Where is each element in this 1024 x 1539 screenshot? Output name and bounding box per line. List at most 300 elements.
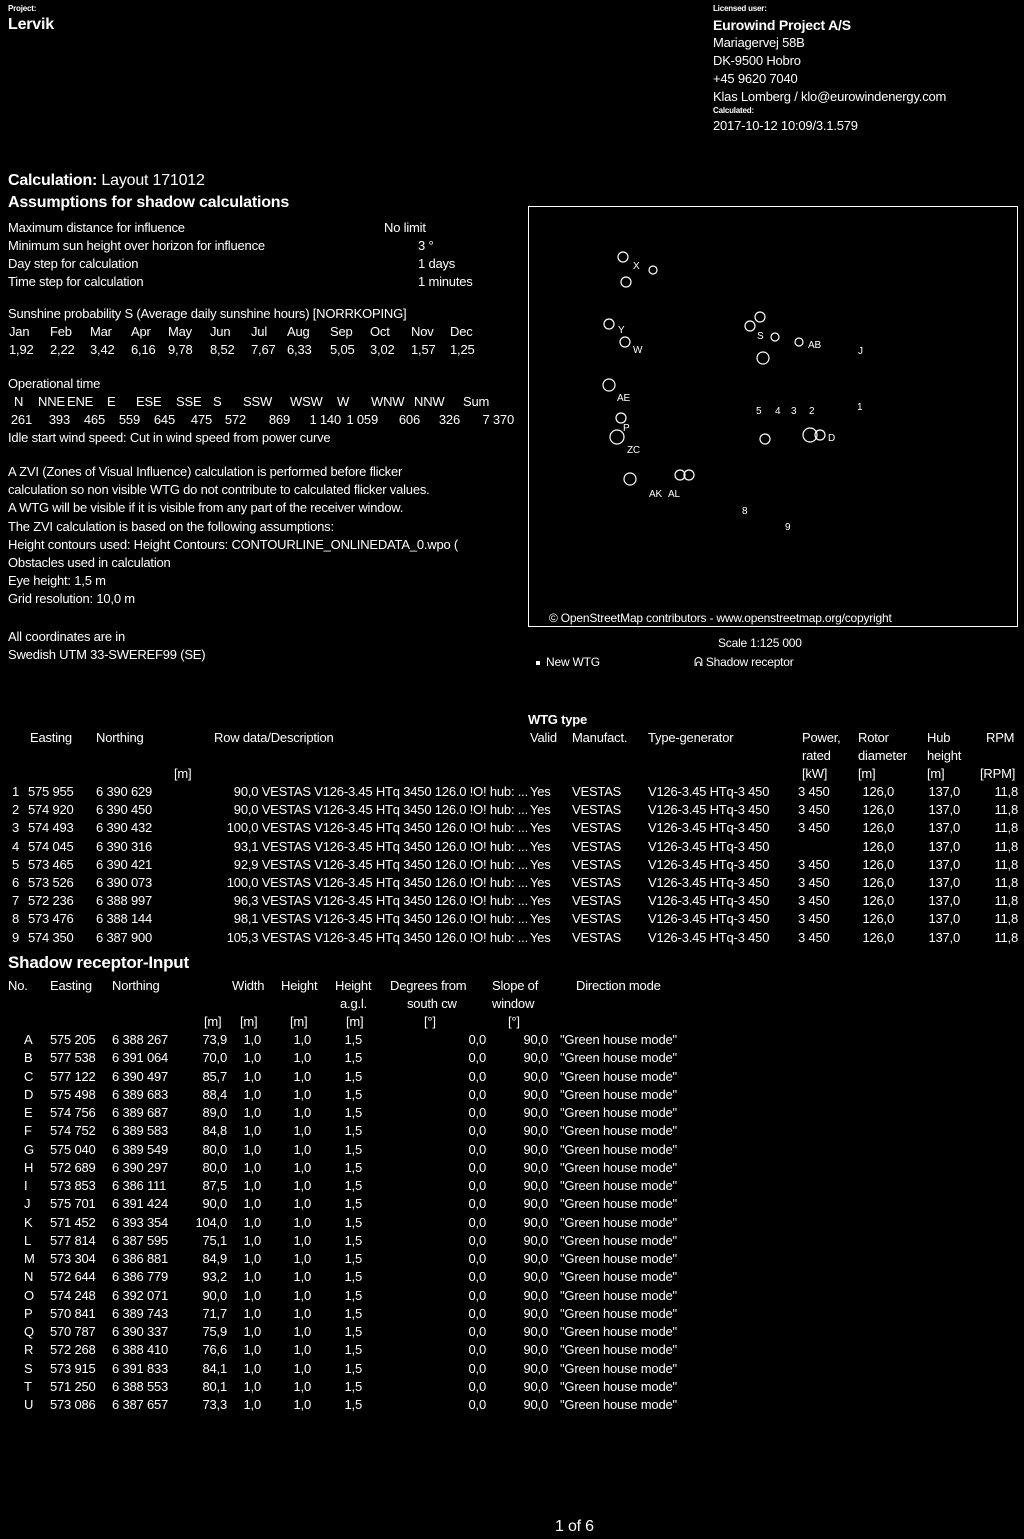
operational-value: 869 — [268, 412, 290, 427]
col-manufact: Manufact. — [572, 730, 628, 745]
receptor-width: 1,0 — [243, 1324, 261, 1339]
direction-header: NNE — [38, 394, 65, 409]
receptor-width: 1,0 — [243, 1086, 261, 1102]
assumptions-title: Assumptions for shadow calculations — [8, 194, 290, 211]
receptor-height-agl: 1,5 — [344, 1397, 362, 1412]
receptor-id: D — [24, 1086, 34, 1102]
receptor-height: 1,0 — [293, 1196, 311, 1212]
receptor-easting: 570 787 — [50, 1324, 96, 1339]
receptor-northing: 6 389 583 — [112, 1123, 169, 1139]
assumption-value: No limit — [384, 220, 426, 235]
wtg-description: 92,9 VESTAS V126-3.45 HTq 3450 126.0 !O! hub: ... — [233, 856, 528, 872]
idle-text: Idle start wind speed: Cut in wind speed from power curve — [8, 430, 331, 445]
wtg-easting: 573 476 — [28, 911, 74, 927]
project-name: Lervik — [8, 16, 54, 33]
receptor-height-agl: 1,5 — [344, 1324, 362, 1339]
assumption-label: Maximum distance for influence — [8, 220, 185, 235]
receptor-northing: 6 388 553 — [112, 1378, 169, 1394]
direction-header: WNW — [371, 394, 405, 409]
sunshine-value: 1,25 — [450, 342, 475, 357]
receptor-z: 73,9 — [202, 1032, 227, 1047]
receptor-slope: 90,0 — [523, 1360, 548, 1376]
col-hub: Hub — [927, 730, 951, 745]
map-label: 4 — [775, 406, 781, 417]
wtg-legend-icon — [536, 661, 540, 665]
contact: Klas Lomberg / klo@eurowindenergy.com — [713, 89, 947, 104]
wtg-hub: 137,0 — [928, 893, 960, 909]
project-label: Project: — [8, 4, 37, 13]
receptor-legend-icon: ᕱ — [694, 655, 703, 669]
receptor-height: 1,0 — [293, 1032, 311, 1047]
receptor-width: 1,0 — [243, 1397, 261, 1412]
col-height: Height — [281, 978, 318, 993]
receptor-z: 90,0 — [202, 1287, 227, 1303]
receptor-slope: 90,0 — [523, 1196, 548, 1212]
wtg-power: 3 450 — [798, 802, 830, 818]
zvi-line: calculation so non visible WTG do not contribute to calculated flicker values. — [8, 482, 430, 498]
col-row-desc: Row data/Description — [214, 730, 334, 745]
phone: +45 9620 7040 — [713, 71, 798, 86]
receptor-easting: 575 701 — [50, 1196, 96, 1212]
receptor-direction-mode: "Green house mode" — [560, 1360, 677, 1376]
col-rotor-2: diameter — [858, 748, 907, 763]
operational-value: 1 140 — [309, 412, 341, 427]
receptor-northing: 6 392 071 — [112, 1287, 169, 1303]
receptor-id: A — [24, 1032, 33, 1047]
wtg-power: 3 450 — [798, 875, 830, 890]
receptor-easting: 573 853 — [50, 1178, 96, 1193]
receptor-height: 1,0 — [293, 1050, 311, 1066]
receptor-z: 80,0 — [202, 1141, 227, 1157]
address-line-1: Mariagervej 58B — [713, 35, 805, 50]
receptor-height-agl: 1,5 — [344, 1068, 362, 1084]
col-valid: Valid — [530, 730, 557, 745]
receptor-easting: 570 841 — [50, 1305, 96, 1321]
receptor-id: L — [24, 1232, 32, 1248]
sunshine-value: 2,22 — [50, 342, 75, 357]
unit-w: [m] — [240, 1014, 258, 1029]
address-line-2: DK-9500 Hobro — [713, 53, 801, 68]
receptor-z: 80,1 — [202, 1378, 227, 1394]
receptor-height: 1,0 — [293, 1360, 311, 1376]
receptor-width: 1,0 — [243, 1251, 261, 1266]
wtg-easting: 574 045 — [28, 838, 74, 854]
receptor-width: 1,0 — [243, 1123, 261, 1139]
wtg-northing: 6 390 073 — [96, 875, 153, 890]
month-header: Aug — [287, 324, 310, 339]
wtg-type-header: WTG type — [528, 712, 588, 727]
receptor-easting: 571 452 — [50, 1214, 96, 1230]
receptor-easting: 574 752 — [50, 1123, 96, 1139]
wtg-rpm: 11,8 — [994, 893, 1018, 909]
receptor-height: 1,0 — [293, 1068, 311, 1084]
receptor-slope: 90,0 — [523, 1287, 548, 1303]
receptor-height: 1,0 — [293, 1123, 311, 1139]
receptor-id: N — [24, 1269, 34, 1285]
month-header: Oct — [370, 324, 390, 339]
receptor-height: 1,0 — [293, 1269, 311, 1285]
receptor-northing: 6 390 297 — [112, 1159, 169, 1175]
receptor-height: 1,0 — [293, 1141, 311, 1157]
receptor-height-agl: 1,5 — [344, 1305, 362, 1321]
wtg-northing: 6 387 900 — [96, 929, 153, 945]
receptor-width: 1,0 — [243, 1305, 261, 1321]
map-labels — [617, 261, 863, 533]
wtg-description: 90,0 VESTAS V126-3.45 HTq 3450 126.0 !O! hub: ... — [233, 802, 528, 818]
receptor-id: H — [24, 1159, 34, 1175]
receptor-direction-mode: "Green house mode" — [560, 1232, 677, 1248]
sunshine-value: 8,52 — [210, 342, 235, 357]
receptor-direction-mode: "Green house mode" — [560, 1159, 677, 1175]
wtg-valid: Yes — [530, 911, 551, 927]
receptor-easting: 573 086 — [50, 1397, 96, 1412]
zvi-line: Grid resolution: 10,0 m — [8, 591, 135, 607]
col-power-unit: [kW] — [802, 766, 828, 781]
map-label: 9 — [785, 522, 791, 533]
receptor-z: 80,0 — [202, 1159, 227, 1175]
receptor-northing: 6 393 354 — [112, 1214, 169, 1230]
receptor-height: 1,0 — [293, 1214, 311, 1230]
map-label: S — [757, 331, 764, 342]
receptor-z: 75,9 — [202, 1324, 227, 1339]
col-hub-unit: [m] — [927, 766, 945, 781]
receptor-direction-mode: "Green house mode" — [560, 1032, 677, 1047]
zvi-line: A WTG will be visible if it is visible from any part of the receiver window. — [8, 500, 404, 516]
assumption-value: 1 minutes — [418, 274, 473, 289]
direction-header: NNW — [414, 394, 445, 409]
wtg-description: 105,3 VESTAS V126-3.45 HTq 3450 126.0 !O! hub: ... — [226, 929, 528, 945]
receptor-id: R — [24, 1342, 34, 1358]
wtg-valid: Yes — [530, 838, 551, 854]
receptor-northing: 6 388 267 — [112, 1032, 169, 1047]
receptor-height: 1,0 — [293, 1378, 311, 1394]
col-no: No. — [8, 978, 28, 993]
col-northing: Northing — [112, 978, 160, 993]
month-header: Dec — [450, 324, 473, 339]
receptor-width: 1,0 — [243, 1378, 261, 1394]
wtg-type: V126-3.45 HTq-3 450 — [648, 784, 770, 799]
month-header: Sep — [330, 324, 353, 339]
legend-wtg-label: New WTG — [546, 655, 600, 669]
receptor-direction-mode: "Green house mode" — [560, 1050, 677, 1066]
receptor-height-agl: 1,5 — [344, 1342, 362, 1358]
receptor-slope: 90,0 — [523, 1086, 548, 1102]
receptor-id: P — [24, 1305, 33, 1321]
wtg-northing: 6 388 144 — [96, 911, 153, 927]
col-slope: Slope of — [492, 978, 539, 993]
receptor-easting: 572 268 — [50, 1342, 96, 1358]
receptor-northing: 6 386 779 — [112, 1269, 169, 1285]
wtg-manufacturer: VESTAS — [572, 875, 622, 890]
receptor-width: 1,0 — [243, 1032, 261, 1047]
receptor-slope: 90,0 — [523, 1232, 548, 1248]
receptor-width: 1,0 — [243, 1269, 261, 1285]
receptor-easting: 575 498 — [50, 1086, 96, 1102]
map-label: 2 — [809, 406, 815, 417]
wtg-manufacturer: VESTAS — [572, 820, 622, 836]
wtg-type: V126-3.45 HTq-3 450 — [648, 893, 770, 909]
wtg-type: V126-3.45 HTq-3 450 — [648, 820, 770, 836]
map-label: AK — [649, 489, 662, 500]
receptor-table-title: Shadow receptor-Input — [8, 953, 189, 972]
receptor-degrees: 0,0 — [468, 1196, 486, 1212]
map-label: AB — [808, 340, 821, 351]
assumption-value: 1 days — [418, 256, 456, 271]
wtg-power: 3 450 — [798, 911, 830, 927]
map-label: D — [828, 433, 836, 444]
receptor-marker — [616, 413, 626, 423]
receptor-height-agl: 1,5 — [344, 1232, 362, 1248]
wtg-row-number: 3 — [12, 820, 20, 836]
receptor-width: 1,0 — [243, 1342, 261, 1358]
receptor-northing: 6 386 111 — [112, 1178, 167, 1193]
wtg-manufacturer: VESTAS — [572, 784, 622, 799]
receptor-id: U — [24, 1397, 34, 1412]
receptor-z: 93,2 — [202, 1269, 227, 1285]
receptor-marker — [620, 337, 630, 347]
coords-line-2: Swedish UTM 33-SWEREF99 (SE) — [8, 647, 206, 662]
col-degrees: Degrees from — [390, 978, 467, 993]
wtg-hub: 137,0 — [928, 929, 960, 945]
wtg-type: V126-3.45 HTq-3 450 — [648, 856, 770, 872]
receptor-height: 1,0 — [293, 1397, 311, 1412]
receptor-degrees: 0,0 — [468, 1324, 486, 1339]
receptor-easting: 571 250 — [50, 1378, 96, 1394]
unit-deg: [°] — [424, 1014, 436, 1029]
wtg-valid: Yes — [530, 784, 551, 799]
receptor-direction-mode: "Green house mode" — [560, 1123, 677, 1139]
receptor-direction-mode: "Green house mode" — [560, 1068, 677, 1084]
wtg-hub: 137,0 — [928, 784, 960, 799]
receptor-easting: 572 689 — [50, 1159, 96, 1175]
receptor-height-agl: 1,5 — [344, 1123, 362, 1139]
map-attribution: © OpenStreetMap contributors - www.openstreetmap.org/copyright — [549, 611, 892, 625]
operational-value: 465 — [83, 412, 105, 427]
receptor-degrees: 0,0 — [468, 1159, 486, 1175]
receptor-direction-mode: "Green house mode" — [560, 1214, 677, 1230]
operational-value: 559 — [118, 412, 140, 427]
zvi-line: The ZVI calculation is based on the following assumptions: — [8, 518, 334, 534]
receptor-height-agl: 1,5 — [344, 1251, 362, 1266]
wtg-rotor: 126,0 — [862, 838, 894, 854]
col-slope-2: window — [492, 996, 535, 1011]
month-header: Apr — [131, 324, 151, 339]
wtg-valid: Yes — [530, 875, 551, 890]
wtg-rotor: 126,0 — [862, 929, 894, 945]
receptor-id: O — [24, 1287, 34, 1303]
receptor-easting: 577 122 — [50, 1068, 96, 1084]
receptor-slope: 90,0 — [523, 1050, 548, 1066]
receptor-degrees: 0,0 — [468, 1105, 486, 1120]
receptor-degrees: 0,0 — [468, 1086, 486, 1102]
wtg-row-number: 8 — [12, 911, 20, 927]
wtg-manufacturer: VESTAS — [572, 893, 622, 909]
receptor-northing: 6 390 337 — [112, 1324, 169, 1339]
wtg-hub: 137,0 — [928, 820, 960, 836]
receptor-easting: 572 644 — [50, 1269, 96, 1285]
map-label: 5 — [756, 406, 762, 417]
map-label: AE — [617, 393, 630, 404]
calculation-label: Calculation: — [8, 172, 98, 189]
receptor-degrees: 0,0 — [468, 1378, 486, 1394]
month-header: Mar — [90, 324, 112, 339]
receptor-slope: 90,0 — [523, 1342, 548, 1358]
receptor-northing: 6 387 657 — [112, 1397, 169, 1412]
sunshine-value: 6,33 — [287, 342, 312, 357]
wtg-row-number: 4 — [12, 838, 20, 854]
wtg-rpm: 11,8 — [994, 784, 1018, 799]
wtg-row-number: 9 — [12, 929, 20, 945]
receptor-direction-mode: "Green house mode" — [560, 1397, 677, 1412]
receptor-easting: 575 040 — [50, 1141, 96, 1157]
receptor-marker — [610, 430, 624, 444]
col-m-unit: [m] — [174, 766, 192, 781]
receptor-northing: 6 386 881 — [112, 1251, 169, 1266]
receptor-width: 1,0 — [243, 1159, 261, 1175]
receptor-z: 104,0 — [195, 1214, 227, 1230]
receptor-marker — [760, 434, 770, 444]
wtg-manufacturer: VESTAS — [572, 802, 622, 818]
receptor-slope: 90,0 — [523, 1105, 548, 1120]
map-label: ZC — [627, 445, 640, 456]
receptor-id: E — [24, 1105, 33, 1120]
receptor-slope: 90,0 — [523, 1397, 548, 1412]
receptor-degrees: 0,0 — [468, 1269, 486, 1285]
unit-m: [m] — [204, 1014, 222, 1029]
receptor-marker — [795, 338, 803, 346]
receptor-id: T — [24, 1378, 32, 1394]
wtg-type: V126-3.45 HTq-3 450 — [648, 838, 770, 854]
wtg-type: V126-3.45 HTq-3 450 — [648, 911, 770, 927]
receptor-marker — [755, 312, 765, 322]
receptor-direction-mode: "Green house mode" — [560, 1178, 677, 1193]
receptor-z: 90,0 — [202, 1196, 227, 1212]
receptor-height-agl: 1,5 — [344, 1378, 362, 1394]
col-rpm: RPM — [986, 730, 1015, 745]
wtg-power: 3 450 — [798, 893, 830, 909]
receptor-width: 1,0 — [243, 1232, 261, 1248]
assumption-label: Day step for calculation — [8, 256, 139, 271]
operational-value: 326 — [438, 412, 460, 427]
wtg-rotor: 126,0 — [862, 911, 894, 927]
map-label: W — [633, 345, 643, 356]
wtg-easting: 573 465 — [28, 856, 74, 872]
assumption-label: Minimum sun height over horizon for influence — [8, 238, 265, 253]
wtg-northing: 6 390 421 — [96, 856, 153, 872]
receptor-id: G — [24, 1141, 34, 1157]
wtg-valid: Yes — [530, 929, 551, 945]
receptor-id: Q — [24, 1324, 34, 1339]
receptor-direction-mode: "Green house mode" — [560, 1196, 677, 1212]
receptor-width: 1,0 — [243, 1141, 261, 1157]
map-label: J — [858, 346, 863, 357]
wtg-power: 3 450 — [798, 929, 830, 945]
wtg-description: 98,1 VESTAS V126-3.45 HTq 3450 126.0 !O! hub: ... — [233, 911, 528, 927]
col-power-2: rated — [802, 748, 831, 763]
unit-agl: [m] — [346, 1014, 364, 1029]
map-scale: Scale 1:125 000 — [718, 636, 802, 650]
receptor-height-agl: 1,5 — [344, 1050, 362, 1066]
map-label: 8 — [742, 506, 748, 517]
receptor-id: K — [24, 1214, 33, 1230]
col-rotor-unit: [m] — [858, 766, 876, 781]
receptor-slope: 90,0 — [523, 1269, 548, 1285]
operational-value: 393 — [48, 412, 70, 427]
receptor-height: 1,0 — [293, 1251, 311, 1266]
wtg-hub: 137,0 — [928, 911, 960, 927]
wtg-description: 96,3 VESTAS V126-3.45 HTq 3450 126.0 !O! hub: ... — [233, 893, 528, 909]
direction-header: WSW — [290, 394, 323, 409]
receptor-degrees: 0,0 — [468, 1123, 486, 1139]
receptor-height-agl: 1,5 — [344, 1269, 362, 1285]
receptor-slope: 90,0 — [523, 1251, 548, 1266]
receptor-height-agl: 1,5 — [344, 1159, 362, 1175]
wtg-rotor: 126,0 — [862, 820, 894, 836]
receptor-height-agl: 1,5 — [344, 1105, 362, 1120]
zvi-line: Eye height: 1,5 m — [8, 573, 106, 589]
receptor-width: 1,0 — [243, 1050, 261, 1066]
map-label: 3 — [791, 406, 797, 417]
receptor-height-agl: 1,5 — [344, 1086, 362, 1102]
receptor-width: 1,0 — [243, 1360, 261, 1376]
sunshine-value: 9,78 — [168, 342, 193, 357]
receptor-degrees: 0,0 — [468, 1232, 486, 1248]
month-header: May — [168, 324, 192, 339]
receptor-northing: 6 389 687 — [112, 1105, 169, 1120]
receptor-id: I — [24, 1178, 28, 1193]
wtg-rpm: 11,8 — [994, 875, 1018, 890]
receptor-slope: 90,0 — [523, 1324, 548, 1339]
receptor-z: 84,9 — [202, 1251, 227, 1266]
wtg-row-number: 7 — [12, 893, 20, 909]
wtg-hub: 137,0 — [928, 802, 960, 818]
receptor-northing: 6 391 424 — [112, 1196, 169, 1212]
col-hub-2: height — [927, 748, 962, 763]
wtg-easting: 575 955 — [28, 784, 74, 799]
col-rotor: Rotor — [858, 730, 889, 745]
operational-value: 1 059 — [346, 412, 378, 427]
col-type-generator: Type-generator — [648, 730, 734, 745]
receptor-degrees: 0,0 — [468, 1178, 486, 1193]
wtg-rpm: 11,8 — [994, 929, 1018, 945]
receptor-height: 1,0 — [293, 1324, 311, 1339]
sunshine-value: 1,92 — [9, 342, 34, 357]
receptor-z: 71,7 — [202, 1305, 227, 1321]
calculation-layout: Layout 171012 — [101, 172, 205, 189]
wtg-hub: 137,0 — [928, 856, 960, 872]
col-power: Power, — [802, 730, 841, 745]
month-header: Nov — [411, 324, 434, 339]
direction-header: E — [107, 394, 116, 409]
month-header: Jul — [251, 324, 268, 339]
wtg-rotor: 126,0 — [862, 784, 894, 799]
wtg-rpm: 11,8 — [994, 911, 1018, 927]
receptor-id: S — [24, 1360, 33, 1376]
receptor-marker — [604, 319, 614, 329]
direction-header: S — [213, 394, 222, 409]
receptor-northing: 6 389 549 — [112, 1141, 169, 1157]
receptor-slope: 90,0 — [523, 1159, 548, 1175]
receptor-z: 73,3 — [202, 1397, 227, 1412]
map-label: 1 — [857, 402, 863, 413]
receptor-width: 1,0 — [243, 1068, 261, 1084]
wtg-rotor: 126,0 — [862, 875, 894, 890]
receptor-northing: 6 390 497 — [112, 1068, 169, 1084]
receptor-z: 76,6 — [202, 1342, 227, 1358]
legend-wtg — [536, 655, 600, 669]
wtg-rotor: 126,0 — [862, 802, 894, 818]
receptor-marker — [771, 333, 779, 341]
